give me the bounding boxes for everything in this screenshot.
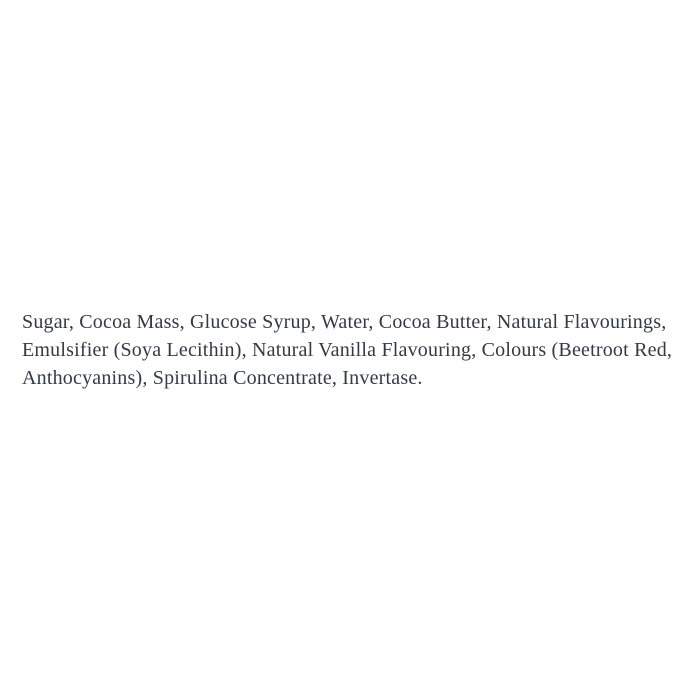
ingredients-text [22,308,682,392]
ingredients-line-3: Anthocyanins), Spirulina Concentrate, Invertase. [22,367,423,389]
ingredients-line-1: Sugar, Cocoa Mass, Glucose Syrup, Water, Cocoa Butter, Natural Flavourings, [22,311,667,333]
ingredients-line-2: Emulsifier (Soya Lecithin), Natural Vanilla Flavouring, Colours (Beetroot Red, [22,339,673,361]
